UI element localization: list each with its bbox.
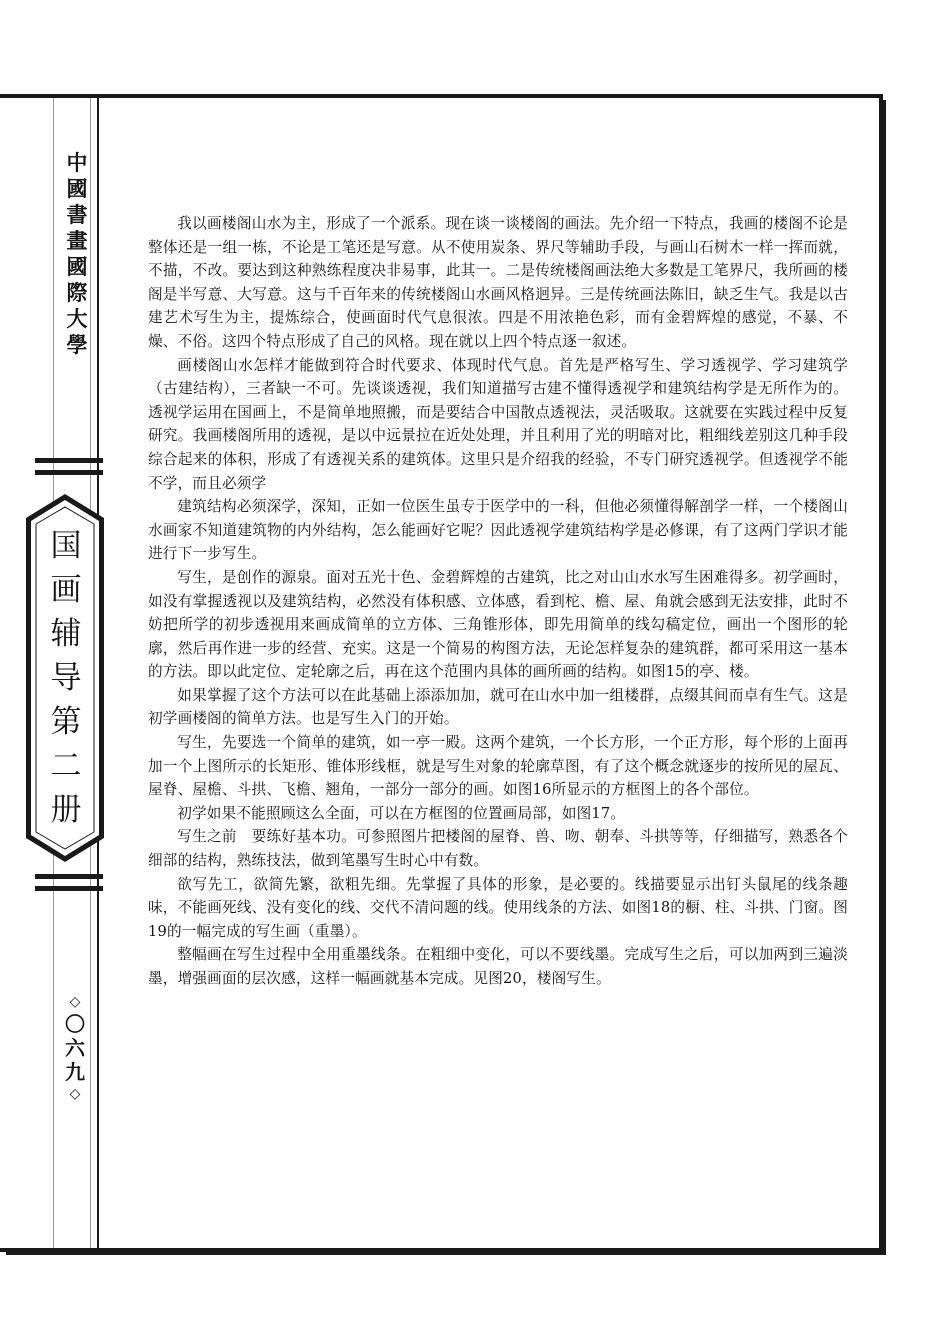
banner-char: 画 [50, 572, 82, 608]
side-title-char: 畫 [66, 228, 88, 253]
volume-banner [22, 488, 108, 868]
frame-shadow-right [883, 100, 886, 1255]
paragraph: 写生，是创作的源泉。面对五光十色、金碧辉煌的古建筑，比之对山山水水写生困难得多。初学画时，如没有掌握透视以及建筑结构，必然没有体积感、立体感，看到柁、檐、屋、角就会感到无法安排，此时不妨把所学的初步透视用来画成简单的立方体、三角锥形体，即先用简单的线勾稿定位，画出一个图形的轮廓，然后再作进一步的经营、充实。这是一个简易的构图方法，无论怎样复杂的建筑群，都可采用这一基本的方法。即以此定位、定轮廓之后，再在这个范围内具体的画所画的结构。如图15的亭、楼。 [148, 568, 848, 681]
side-title-char: 國 [66, 254, 88, 279]
page-number-char: 九 [65, 1060, 85, 1084]
banner-char: 辅 [50, 616, 82, 652]
page-number-char: 六 [65, 1036, 85, 1060]
banner-bottom-bar [35, 874, 103, 879]
paragraph: 画楼阁山水怎样才能做到符合时代要求、体现时代气息。首先是严格写生、学习透视学、学习建筑学（古建结构），三者缺一不可。先谈谈透视，我们知道描写古建不懂得透视学和建筑结构学是无所作为的。透视学运用在国画上，不是简单地照搬，而是要结合中国散点透视法，灵活吸取。这就要在实践过程中反复研究。我画楼阁所用的透视，是以中远景拉在近处处理，并且利用了光的明暗对比，粗细线差别这几种手段综合起来的体积，形成了有透视关系的建筑体。这里只是介绍我的经验，不专门研究透视学。但透视学不能不学，而且必须学 [148, 356, 848, 492]
frame-shadow-bottom [6, 1252, 886, 1255]
page-number [63, 992, 87, 1104]
banner-char: 导 [50, 660, 82, 696]
diamond-icon: ◇ [69, 1086, 81, 1102]
volume-title [46, 524, 86, 832]
side-title-char: 學 [66, 332, 88, 357]
banner-char: 册 [50, 792, 82, 828]
paragraph: 欲写先工，欲简先繁，欲粗先细。先掌握了具体的形象，是必要的。线描要显示出钉头鼠尾的线条趣味，不能画死线、没有变化的线、交代不清问题的线。使用线条的方法、如图18的橱、柱、斗拱、门窗。图19的一幅完成的写生画（重墨）。 [148, 875, 848, 940]
paragraph: 初学如果不能照顾这么全面，可以在方框图的位置画局部，如图17。 [177, 804, 626, 822]
banner-top-bar [35, 470, 103, 475]
banner-bottom-bar [35, 886, 103, 891]
banner-char: 第 [50, 704, 82, 740]
paragraph: 如果掌握了这个方法可以在此基础上添添加加，就可在山水中加一组楼群，点缀其间而卓有生气。这是初学画楼阁的简单方法。也是写生入门的开始。 [148, 686, 848, 728]
side-title-char: 大 [66, 306, 88, 331]
paragraph: 写生之前 要练好基本功。可参照图片把楼阁的屋脊、兽、吻、朝奉、斗拱等等，仔细描写，熟悉各个细部的结构，熟练技法，做到笔墨写生时心中有数。 [148, 828, 848, 870]
body-text [148, 212, 848, 991]
paragraph: 建筑结构必须深学，深知，正如一位医生虽专于医学中的一科，但他必须懂得解剖学一样，一个楼阁山水画家不知道建筑物的内外结构，怎么能画好它呢？因此透视学建筑结构学是必修课，有了这两门学识才能进行下一步写生。 [148, 498, 848, 563]
side-title-char: 際 [66, 280, 88, 305]
side-title-char: 書 [66, 202, 88, 227]
page-number-char: 〇 [65, 1012, 85, 1036]
side-title-char: 國 [66, 176, 88, 201]
banner-top-bar [35, 458, 103, 463]
diamond-icon: ◇ [69, 994, 81, 1010]
banner-char: 国 [50, 528, 82, 564]
paragraph: 我以画楼阁山水为主，形成了一个派系。现在谈一谈楼阁的画法。先介绍一下特点，我画的楼阁不论是整体还是一组一栋，不论是工笔还是写意。从不使用炭条、界尺等辅助手段，与画山石树木一样一挥而就，不描，不改。要达到这种熟练程度决非易事，此其一。二是传统楼阁画法绝大多数是工笔界尺，我所画的楼阁是半写意、大写意。这与千百年来的传统楼阁山水画风格迥异。三是传统画法陈旧，缺乏生气。我是以古建艺术写生为主，提炼综合，使画面时代气息很浓。四是不用浓艳色彩，而有金碧辉煌的感觉，不暴、不燥、不俗。这四个特点形成了自己的风格。现在就以上四个特点逐一叙述。 [148, 215, 848, 350]
paragraph: 整幅画在写生过程中全用重墨线条。在粗细中变化，可以不要线墨。完成写生之后，可以加两到三遍淡墨，增强画面的层次感，这样一幅画就基本完成。见图20，楼阁写生。 [148, 946, 848, 987]
side-title-char: 中 [66, 150, 88, 175]
banner-char: 二 [50, 748, 82, 784]
paragraph: 写生，先要选一个简单的建筑，如一亭一殿。这两个建筑，一个长方形，一个正方形，每个形的上面再加一个上图所示的长矩形、锥体形线框，就是写生对象的轮廓草图，有了这个概念就逐步的按所见的屋瓦、屋脊、屋檐、斗拱、飞檐、翘角，一部分一部分的画。如图16所显示的方框图上的各个部位。 [148, 734, 848, 799]
university-name [62, 150, 92, 358]
